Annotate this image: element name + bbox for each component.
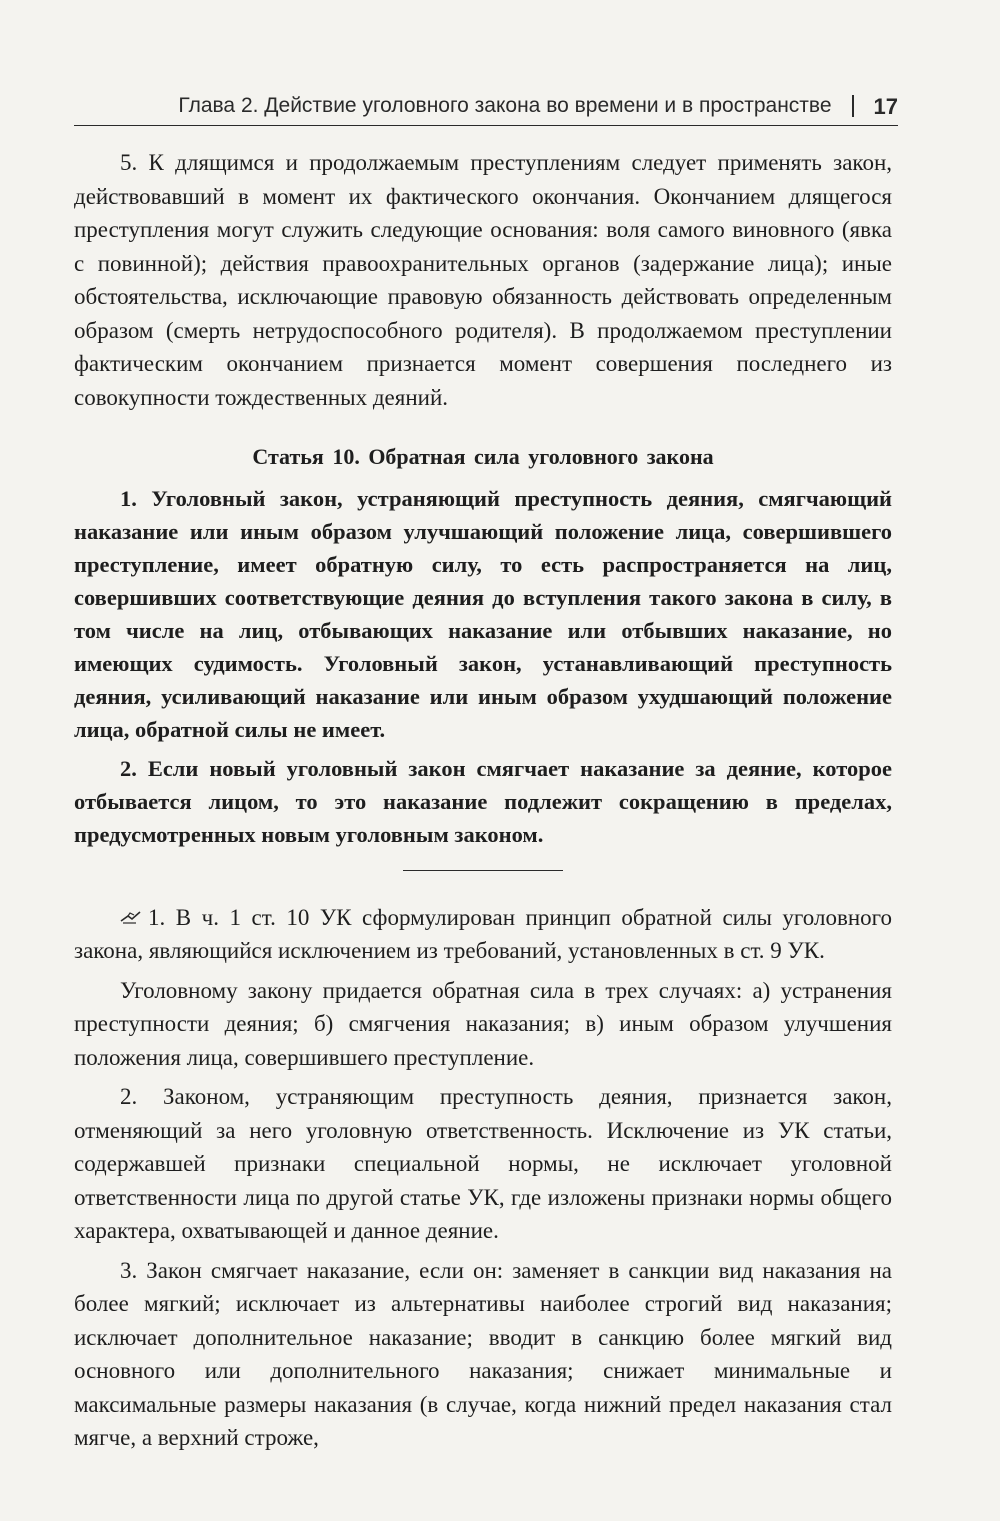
writing-hand-icon: [120, 910, 142, 924]
commentary-paragraph-3: 3. Закон смягчает наказание, если он: заменяет в санкции вид наказания на более мягкий; исключает из альтернативы наиболее строгий вид наказания; исключает дополнительное наказание; вводит в санкцию более мягкий вид основного или дополнительного наказания; снижает минимальные и максимальные размеры наказания (в случае, когда нижний предел наказания стал мягче, а верхний строже,: [74, 1257, 892, 1450]
commentary-paragraph-1-text: 1. В ч. 1 ст. 10 УК сформулирован принцип обратной силы уголовного закона, являющийся исключением из требований, установленных в ст. 9 УК.: [74, 904, 892, 963]
header-separator: [852, 95, 854, 117]
running-header: [74, 88, 898, 126]
article-part-1: 1. Уголовный закон, устраняющий преступность деяния, смягчающий наказание или иным образом улучшающий положение лица, совершившего преступление, имеет обратную силу, то есть распространяется на лиц, совершивших соответствующие деяния до вступления такого закона в силу, в том числе на лиц, отбывающих наказание или отбывших наказание, но имеющих судимость. Уголовный закон, устанавливающий преступность деяния, усиливающий наказание или иным образом ухудшающий положение лица, обратной силы не имеет.: [74, 485, 892, 742]
page-number: 17: [873, 94, 898, 119]
commentary-paragraph-1b: Уголовному закону придается обратная сила в трех случаях: а) устранения преступности деяния; б) смягчения наказания; в) иным образом улучшения положения лица, совершившего преступление.: [74, 977, 892, 1070]
commentary-paragraph-1: [74, 901, 892, 968]
commentary-paragraph-5: 5. К длящимся и продолжаемым преступлениям следует применять закон, действовавший в момент их фактического окончания. Окончанием длящегося преступления могут служить следующие основания: воля самого виновного (явка с повинной); действия правоохранительных органов (задержание лица); иные обстоятельства, исключающие правовую обязанность действовать определенным образом (смерть нетрудоспособного родителя). В продолжаемом преступлении фактическим окончанием признается момент совершения последнего из совокупности тождественных деяний.: [74, 150, 892, 410]
section-divider: [403, 870, 563, 871]
article-text: [74, 482, 892, 851]
page-body: [74, 146, 892, 1455]
running-title: Глава 2. Действие уголовного закона во времени и в пространстве: [178, 94, 832, 117]
commentary-paragraph-2: 2. Законом, устраняющим преступность деяния, признается закон, отменяющий за него уголовную ответственность. Исключение из УК статьи, содержавшей признаки специальной нормы, не исключает уголовной ответственности лица по другой статье УК, где изложены признаки нормы общего характера, охватывающей и данное деяние.: [74, 1084, 892, 1243]
article-part-2: 2. Если новый уголовный закон смягчает наказание за деяние, которое отбывается лицом, то это наказание подлежит сокращению в пределах, предусмотренных новым уголовным законом.: [74, 755, 892, 847]
article-title: Статья 10. Обратная сила уголовного закона: [252, 444, 714, 469]
